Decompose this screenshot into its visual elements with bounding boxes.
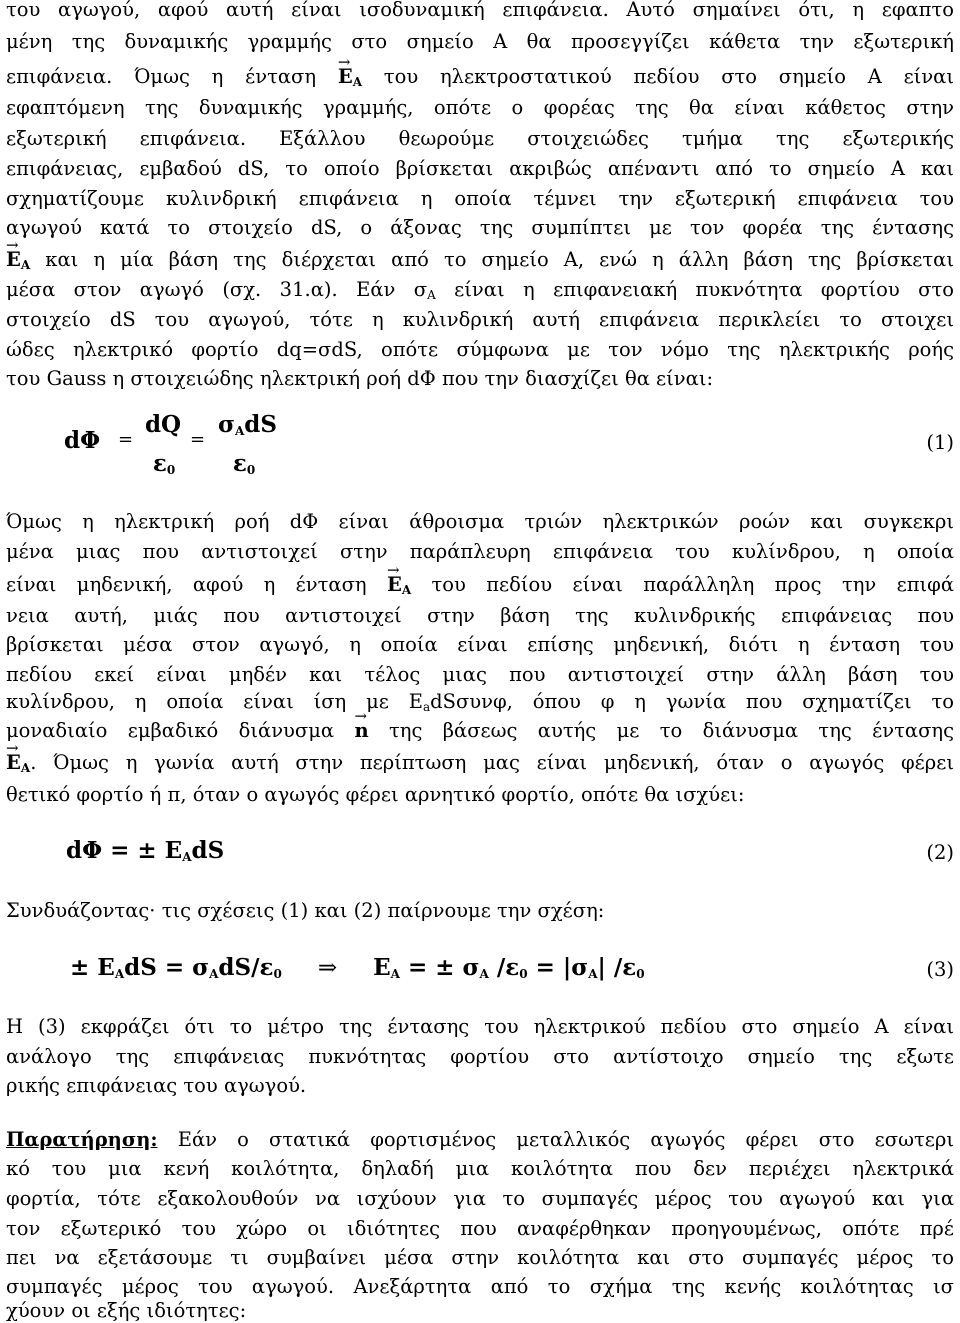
text-line: είναι μηδενική, αφού η $έ\nu\tau\alpha\sigma\eta \to E_A$ του πεδίου είναι παράλληλη προς την επιφά xyxy=(6,573,954,602)
equation-number: (1) xyxy=(926,431,954,454)
eq-numerator: dQ xyxy=(144,411,182,438)
text-line: μένη της δυναμικής γραμμής στο σημείο Α θα προσεγγίζει κάθετα την εξωτερική xyxy=(6,30,954,53)
text-line: του Gauss η στοιχειώδης ηλεκτρική ροή dΦ που την διασχίζει θα είναι: xyxy=(6,367,714,390)
text-line: πει να εξετάσουμε τι συμβαίνει μέσα στην κοιλότητα και στο συμπαγές μέρος το xyxy=(6,1246,954,1269)
text-line: αγωγού κατά το στοιχείο dS, ο άξονας της συμπίπτει με τον φορέα της έντασης xyxy=(6,216,954,239)
text-line: φορτία, τότε εξακολουθούν να ισχύουν για το συμπαγές μέρος του αγωγού και για xyxy=(6,1187,954,1210)
text-line: → $E_A$ και η μία βάση της διέρχεται από το σημείο Α, ενώ η άλλη βάση της βρίσκεται xyxy=(6,248,954,277)
text-line: Η (3) εκφράζει ότι το μέτρο της έντασης του ηλεκτρικού πεδίου στο σημείο Α είναι xyxy=(6,1015,954,1038)
implies-arrow: ⇒ xyxy=(317,955,338,981)
text-line: στοιχείο dS του αγωγού, τότε η κυλινδρική αυτή επιφάνεια περικλείει το στοιχει xyxy=(6,308,954,331)
vector-e-symbol: → $E_A$ xyxy=(6,751,30,780)
text-line: νεια αυτή, μιάς που αντιστοιχεί στην βάση της κυλινδρικής επιφάνειας που xyxy=(6,604,954,627)
text-line: μοναδιαίο εμβαδικό διάνυσμα → n της βάσεως αυτής με το διάνυσμα της έντασης xyxy=(6,719,954,743)
text-line: ανάλογο της επιφάνειας πυκνότητας φορτίου στο αντίστοιχο σημείο της εξωτε xyxy=(6,1045,954,1068)
text-line: εφαπτόμενη της δυναμικής γραμμής, οπότε ο φορέας της θα είναι κάθετος στην xyxy=(6,96,954,119)
equation-number: (3) xyxy=(926,958,954,981)
equation-2: dΦ = ± $E_AdS$ (2) xyxy=(6,837,954,871)
equation-1 xyxy=(6,405,954,485)
vector-n-symbol: → n xyxy=(354,719,368,743)
text-line: Παρατήρηση: Εάν ο στατικά φορτισμένος μεταλλικός αγωγός φέρει στο εσωτερι xyxy=(6,1128,954,1151)
text-line: → $E_A$. Όμως η γωνία αυτή στην περίπτωση μας είναι μηδενική, όταν ο αγωγός φέρει xyxy=(6,751,954,780)
text-line: ώδες ηλεκτρικό φορτίο dq=σdS, οπότε σύμφωνα με τον νόμο της ηλεκτρικής ροής xyxy=(6,338,954,361)
text-line: του αγωγού, αφού αυτή είναι ισοδυναμική επιφάνεια. Αυτό σημαίνει ότι, η εφαπτο xyxy=(6,0,954,21)
vector-e-symbol: → $E_A$ xyxy=(387,573,411,602)
text-line: μένα μιας που αντιστοιχεί στην παράπλευρη επιφάνεια του κυλίνδρου, η οποία xyxy=(6,540,954,563)
eq-equals: = xyxy=(190,429,206,450)
text-line: θετικό φορτίο ή π, όταν ο αγωγός φέρει αρνητικό φορτίο, οπότε θα ισχύει: xyxy=(6,783,745,806)
text-line: συμπαγές μέρος του αγωγού. Ανεξάρτητα από το σχήμα της κενής κοιλότητας ισ xyxy=(6,1275,954,1298)
eq-lhs: dΦ xyxy=(64,427,101,454)
text-line: ρικής επιφάνειας του αγωγού. xyxy=(6,1074,307,1097)
remark-label: Παρατήρηση: xyxy=(6,1128,158,1151)
text-line: εξωτερική επιφάνεια. Εξάλλου θεωρούμε στοιχειώδες τμήμα της εξωτερικής xyxy=(6,127,954,150)
eq-numerator: $\sigma_AdS$ xyxy=(218,411,277,438)
eq-denominator: $\varepsilon_0$ xyxy=(232,450,256,477)
text-line: χύουν οι εξής ιδιότητες: xyxy=(6,1299,247,1322)
equation-3: ± $E_AdS = \sigma_AdS/\varepsilon_0$ ⇒ $E_A$ = ± $\sigma_A$ $/\varepsilon_0 = |\sigma_A|$ $/\varepsilon_0$ (3) xyxy=(6,954,954,988)
text-line: επιφάνειας, εμβαδού dS, το οποίο βρίσκεται ακριβώς απέναντι από το σημείο Α και xyxy=(6,157,954,180)
vector-e-symbol: → $E_A$ xyxy=(6,248,30,277)
text-line: επιφάνεια. Όμως η $έ\nu\tau\alpha\sigma\eta \to E_A$ του ηλεκτροστατικού πεδίου στο σημείο Α είναι xyxy=(6,65,954,94)
text-line: μέσα στον αγωγό (σχ. 31.α). Εάν $\sigma_A$ είναι η επιφανειακή πυκνότητα φορτίου στο xyxy=(6,278,954,302)
text-line: κό του μια κενή κοιλότητα, δηλαδή μια κοιλότητα που δεν περιέχει ηλεκτρικά xyxy=(6,1157,954,1180)
text-line: τον εξωτερικό του χώρο οι ιδιότητες που αναφέρθηκαν προηγουμένως, οπότε πρέ xyxy=(6,1217,954,1240)
text-line: κυλίνδρου, η οποία είναι ίση με $E_adS\sigma\upsilon\nu\varphi$, όπου φ η γωνία που σχηματίζει το xyxy=(6,690,954,714)
text-line: βρίσκεται μέσα στον αγωγό, η οποία είναι επίσης μηδενική, διότι η ένταση του xyxy=(6,633,954,656)
eq-denominator: $\varepsilon_0$ xyxy=(152,450,176,477)
text-line: πεδίου εκεί είναι μηδέν και τέλος μιας που αντιστοιχεί στην άλλη βάση του xyxy=(6,663,954,686)
paragraph-3: Συνδυάζοντας· τις σχέσεις (1) και (2) παίρνουμε την σχέση: xyxy=(6,899,605,922)
vector-e-symbol: → $E_A$ xyxy=(338,65,362,94)
text-line: Όμως η ηλεκτρική ροή dΦ είναι άθροισμα τριών ηλεκτρικών ροών και συγκεκρι xyxy=(6,510,954,533)
equation-number: (2) xyxy=(926,841,954,864)
text-line: σχηματίζουμε κυλινδρική επιφάνεια η οποία τέμνει την εξωτερική επιφάνεια του xyxy=(6,187,954,210)
eq-equals: = xyxy=(118,429,134,450)
